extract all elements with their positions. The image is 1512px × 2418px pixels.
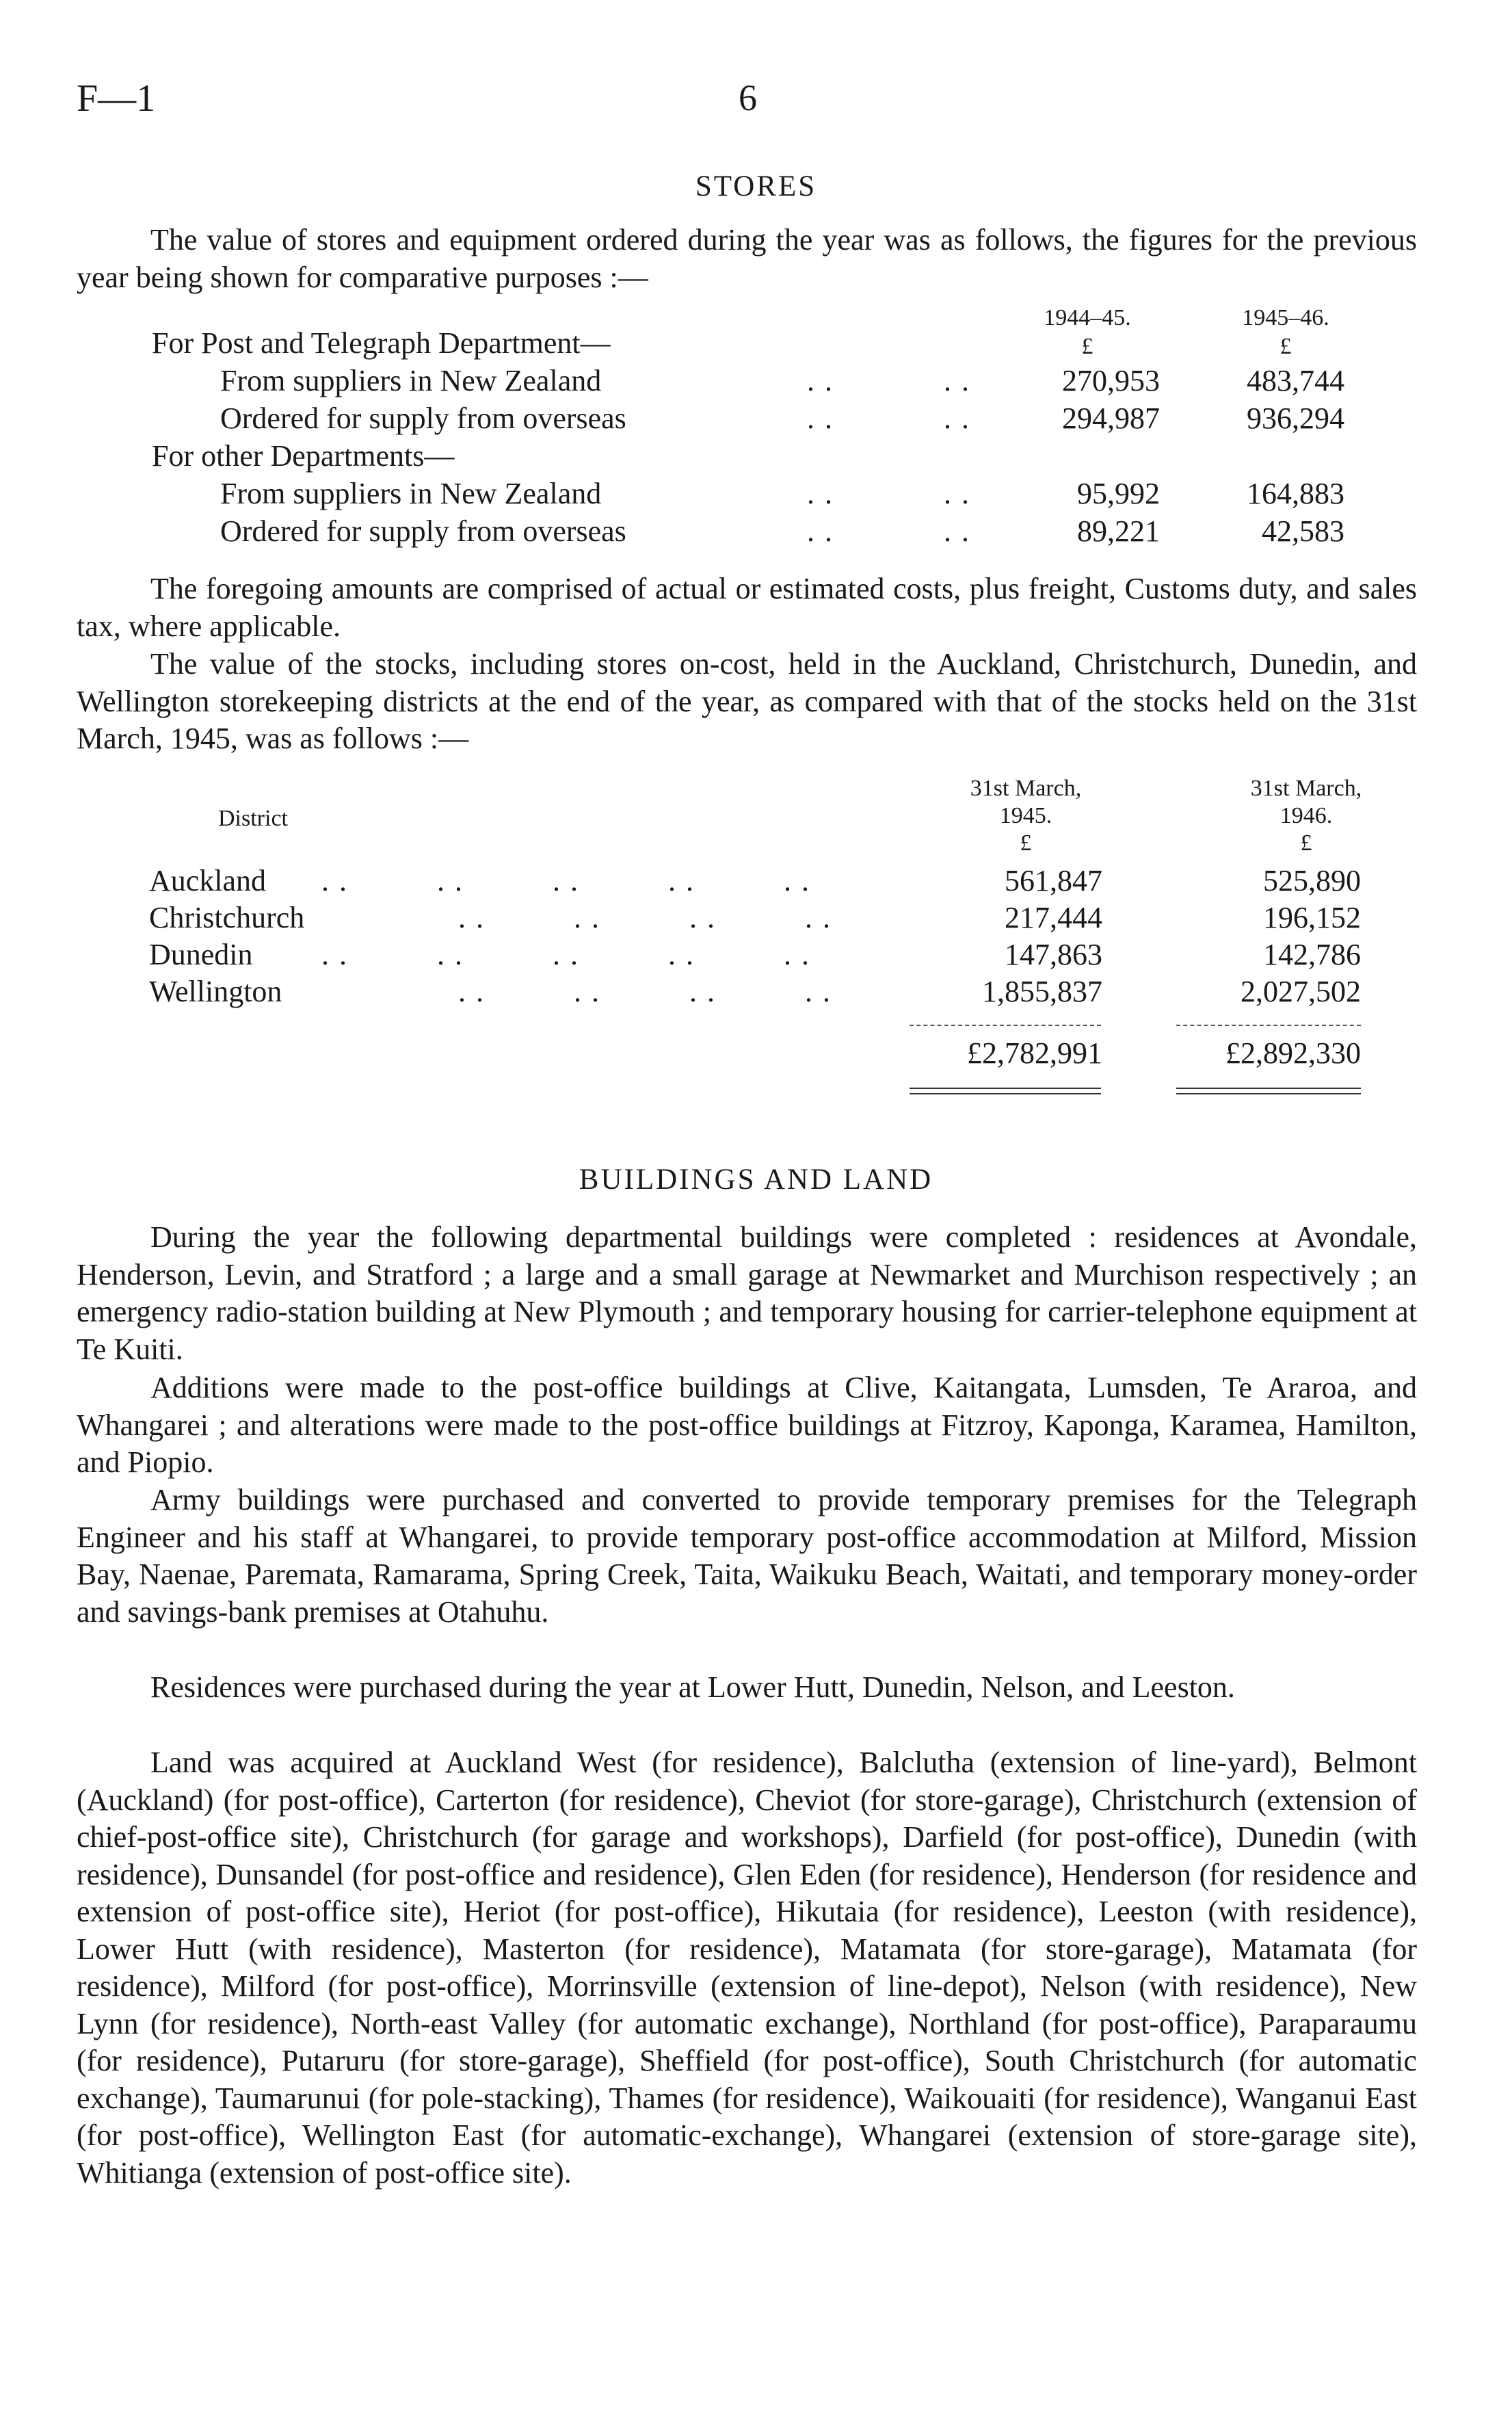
stores-value: 270,953 <box>1062 364 1160 397</box>
district-column-header: District <box>218 806 288 831</box>
district-value: 525,890 <box>1263 864 1361 897</box>
district-col2-header: 31st March, <box>1250 776 1362 801</box>
leader-dots: . . <box>807 477 834 510</box>
leader-dots: . . . . . . . . . . <box>321 938 810 971</box>
stores-stocks-paragraph: The value of the stocks, including stores on-cost, held in the Auckland, Christchurch, Dunedin, and Wellington storekeeping districts at the end of the year, as compared with that of the stocks held on the 31st March, 1945, was as follows :— <box>77 647 1417 755</box>
stores-value: 164,883 <box>1247 477 1344 510</box>
buildings-paragraph: Residences were purchased during the year at Lower Hutt, Dunedin, Nelson, and Leeston. <box>150 1670 1235 1704</box>
stores-group-label: For other Departments— <box>152 439 455 473</box>
buildings-paragraph: During the year the following departmental buildings were completed : residences at Avondale, Henderson, Levin, and Stratford ; a large and a small garage at Newmarket and Murchison respectively ; an emergency radio-station building at New Plymouth ; and temporary housing for carrier-telephone equipment at Te Kuiti. <box>77 1220 1417 1366</box>
stores-value: 95,992 <box>1077 477 1160 510</box>
district-col2-header: 1946. <box>1279 803 1333 828</box>
stores-row-label: From suppliers in New Zealand <box>220 364 602 397</box>
district-name: Dunedin <box>149 938 253 971</box>
district-total: £2,782,991 <box>967 1036 1102 1070</box>
subtotal-rule <box>910 1025 1101 1026</box>
stores-col2-currency: £ <box>1279 334 1292 359</box>
district-value: 147,863 <box>1005 938 1102 971</box>
subtotal-rule <box>1176 1025 1361 1026</box>
district-name: Auckland <box>149 864 267 897</box>
leader-dots: . . <box>944 477 970 510</box>
stores-heading: STORES <box>695 170 817 202</box>
stores-row-label: From suppliers in New Zealand <box>220 477 602 510</box>
leader-dots: . . <box>944 364 970 397</box>
leader-dots: . . <box>944 514 970 548</box>
total-double-rule <box>910 1088 1101 1089</box>
page-number: 6 <box>739 77 757 118</box>
leader-dots: . . . . . . . . <box>458 901 832 934</box>
stores-intro-paragraph: The value of stores and equipment ordered during the year was as follows, the figures for the previous year being shown for comparative purposes :— <box>77 223 1417 294</box>
district-value: 2,027,502 <box>1241 975 1361 1008</box>
stores-value: 483,744 <box>1247 364 1344 397</box>
total-double-rule <box>910 1093 1101 1094</box>
stores-value: 936,294 <box>1247 402 1344 435</box>
leader-dots: . . <box>807 402 834 435</box>
district-value: 142,786 <box>1263 938 1361 971</box>
leader-dots: . . <box>807 364 834 397</box>
stores-value: 42,583 <box>1262 514 1344 548</box>
district-value: 196,152 <box>1263 901 1361 934</box>
district-col2-currency: £ <box>1300 830 1312 856</box>
district-value: 217,444 <box>1005 901 1102 934</box>
stores-group-label: For Post and Telegraph Department— <box>152 326 611 360</box>
total-double-rule <box>1176 1088 1361 1089</box>
leader-dots: . . . . . . . . . . <box>321 864 810 897</box>
leader-dots: . . <box>807 514 834 548</box>
stores-row-label: Ordered for supply from overseas <box>220 514 626 548</box>
district-total: £2,892,330 <box>1225 1036 1361 1070</box>
district-col1-header: 1945. <box>999 803 1052 828</box>
stores-value: 294,987 <box>1062 402 1160 435</box>
leader-dots: . . . . . . . . <box>458 975 832 1008</box>
stores-value: 89,221 <box>1077 514 1160 548</box>
document-reference: F—1 <box>77 77 156 120</box>
buildings-paragraph: Army buildings were purchased and converted to provide temporary premises for the Telegraph Engineer and his staff at Whangarei, to provide temporary post-office accommodation at Milford, Mission Bay, Naenae, Paremata, Ramarama, Spring Creek, Taita, Waikuku Beach, Waitati, and temporary money-order and savings-bank premises at Otahuhu. <box>77 1483 1417 1629</box>
stores-col1-currency: £ <box>1081 334 1093 359</box>
district-name: Christchurch <box>149 901 305 934</box>
district-name: Wellington <box>149 975 282 1008</box>
buildings-paragraph: Additions were made to the post-office buildings at Clive, Kaitangata, Lumsden, Te Araroa, and Whangarei ; and alterations were made to the post-office buildings at Fitzroy, Kaponga, Karamea, Hamilton, and Piopio. <box>77 1371 1417 1479</box>
leader-dots: . . <box>944 402 970 435</box>
district-value: 1,855,837 <box>982 975 1102 1008</box>
stores-row-label: Ordered for supply from overseas <box>220 402 626 435</box>
stores-col2-header: 1945–46. <box>1242 305 1329 330</box>
district-col1-currency: £ <box>1020 830 1032 856</box>
total-double-rule <box>1176 1093 1361 1094</box>
buildings-paragraph: Land was acquired at Auckland West (for residence), Balclutha (extension of line-yard), Belmont (Auckland) (for post-office), Carterton (for residence), Cheviot (for store-garage), Christchurch (extension of chief-post-office site), Christchurch (for garage and workshops), Darfield (for post-office), Dunedin (with residence), Dunsandel (for post-office and residence), Glen Eden (for residence), Henderson (for residence and extension of post-office site), Heriot (for post-office), Hikutaia (for residence), Leeston (with residence), Lower Hutt (with residence), Masterton (for residence), Matamata (for store-garage), Matamata (for residence), Milford (for post-office), Morrinsville (extension of line-depot), Nelson (with residence), New Lynn (for residence), North-east Valley (for automatic exchange), Northland (for post-office), Paraparaumu (for residence), Putaruru (for store-garage), Sheffield (for post-office), South Christchurch (for automatic exchange), Taumarunui (for pole-stacking), Thames (for residence), Waikouaiti (for residence), Wanganui East (for post-office), Wellington East (for automatic-exchange), Whangarei (extension of store-garage site), Whitianga (extension of post-office site). <box>77 1746 1417 2190</box>
district-col1-header: 31st March, <box>970 776 1082 801</box>
stores-costs-paragraph: The foregoing amounts are comprised of actual or estimated costs, plus freight, Customs duty, and sales tax, where applicable. <box>77 572 1417 643</box>
buildings-heading: BUILDINGS AND LAND <box>579 1164 933 1196</box>
district-value: 561,847 <box>1005 864 1102 897</box>
stores-col1-header: 1944–45. <box>1044 305 1131 330</box>
